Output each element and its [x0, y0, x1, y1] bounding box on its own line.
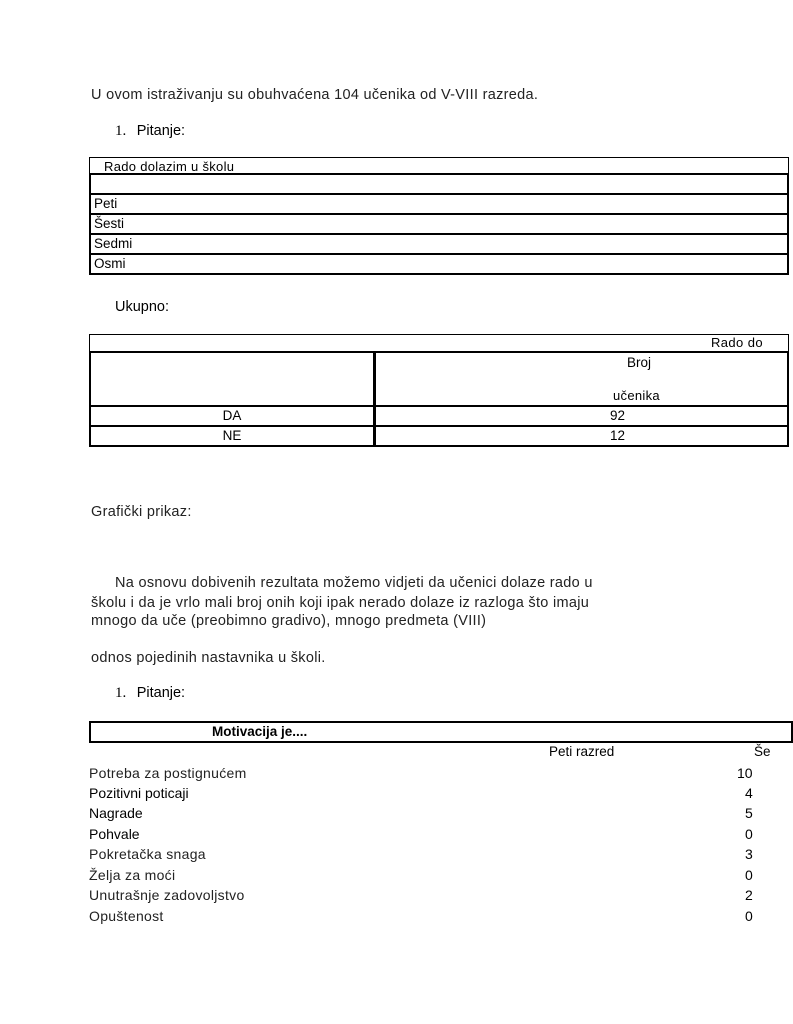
column-header: Še	[754, 744, 771, 759]
school-attendance-table	[89, 157, 789, 275]
total-label: Ukupno:	[115, 299, 170, 315]
header-cell-empty	[91, 353, 376, 405]
row-label: Pozitivni poticaji	[89, 785, 189, 801]
table-row: Osmi	[89, 253, 789, 275]
question-number: 1.	[115, 685, 127, 701]
question-heading	[115, 122, 185, 140]
table-row	[89, 824, 789, 844]
row-value: 0	[745, 867, 753, 883]
table-title: Rado dolazim u školu	[89, 157, 789, 175]
question-label: Pitanje:	[136, 685, 186, 701]
row-label: Potreba za postignućem	[89, 765, 247, 781]
table-row: Šesti	[89, 213, 789, 235]
row-value: 2	[745, 887, 753, 903]
table-row	[89, 173, 789, 195]
motivation-table-title-bar	[89, 721, 793, 743]
row-value: 0	[745, 908, 753, 924]
row-label: Želja za moći	[89, 867, 176, 883]
table-row	[89, 906, 789, 926]
row-label: Pokretačka snaga	[89, 846, 206, 862]
table-grid	[89, 351, 789, 447]
paragraph-line: odnos pojedinih nastavnika u školi.	[91, 650, 326, 666]
row-value: 4	[745, 785, 753, 801]
paragraph-line: Na osnovu dobivenih rezultata možemo vidjeti da učenici dolaze rado u	[115, 575, 593, 591]
column-header: Peti razred	[549, 744, 615, 759]
question-number: 1.	[115, 123, 127, 139]
row-value: 92	[610, 408, 626, 423]
table-row	[89, 803, 789, 823]
intro-text: U ovom istraživanju su obuhvaćena 104 učenika od V-VIII razreda.	[91, 87, 539, 103]
header-cell-count	[376, 353, 787, 405]
table-header-row	[91, 353, 787, 407]
row-value: 3	[745, 846, 753, 862]
row-value: 10	[737, 765, 753, 781]
row-label: Unutrašnje zadovoljstvo	[89, 887, 245, 903]
table-row	[89, 885, 789, 905]
total-table	[89, 334, 789, 447]
row-label: Nagrade	[89, 805, 143, 821]
table-row: Sedmi	[89, 233, 789, 255]
table-title-text: Rado do	[711, 335, 763, 350]
paragraph-line: školu i da je vrlo mali broj onih koji ipak nerado dolaze iz razloga što imaju	[91, 595, 590, 611]
row-value: 0	[745, 826, 753, 842]
row-value: 5	[745, 805, 753, 821]
table-row	[91, 407, 787, 427]
row-label: NE	[91, 427, 376, 445]
table-title: Motivacija je....	[212, 724, 308, 739]
table-title	[89, 334, 789, 351]
header-line1: Broj	[627, 355, 652, 370]
header-line2: učenika	[613, 388, 660, 403]
row-label: Opuštenost	[89, 908, 164, 924]
table-row	[89, 783, 789, 803]
paragraph-line: mnogo da uče (preobimno gradivo), mnogo predmeta (VIII)	[91, 613, 487, 629]
row-value: 12	[610, 428, 626, 443]
row-label: Pohvale	[89, 826, 140, 842]
table-row	[89, 763, 789, 783]
question-label: Pitanje:	[136, 123, 186, 139]
question-heading	[115, 684, 185, 702]
table-row	[89, 865, 789, 885]
row-label: DA	[91, 407, 376, 425]
graph-caption: Grafički prikaz:	[91, 504, 192, 520]
table-row: Peti	[89, 193, 789, 215]
table-row	[91, 427, 787, 445]
table-row	[89, 844, 789, 864]
